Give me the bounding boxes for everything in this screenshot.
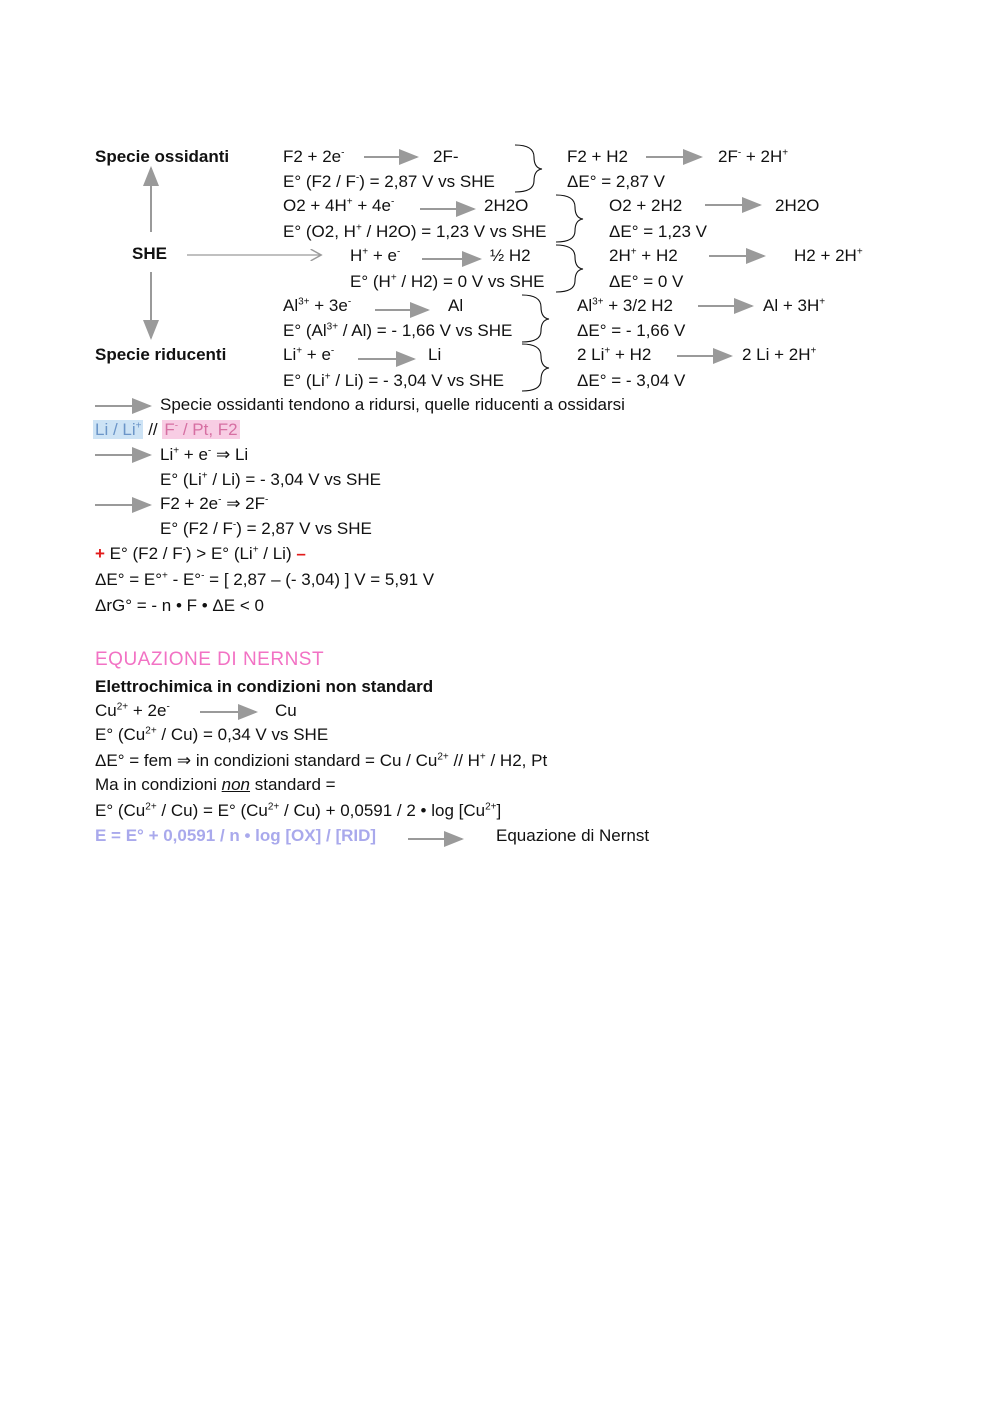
h-half-reaction: H+ + e- (350, 246, 401, 265)
f-reduction-potential: E° (F2 / F-) = 2,87 V vs SHE (160, 519, 372, 538)
h-brace (556, 245, 583, 292)
li-half-reaction: Li+ + e- (283, 345, 335, 364)
f2-half-reaction: F2 + 2e- (283, 147, 345, 166)
li-delta-e: ΔE° = - 3,04 V (577, 371, 686, 390)
f2-delta-e: ΔE° = 2,87 V (567, 172, 666, 191)
h-cell-reactants: 2H+ + H2 (609, 246, 678, 265)
al-half-reaction: $Al^{3+} + 3e^-$ (283, 296, 352, 315)
fem-line: ΔE° = fem ⇒ in condizioni standard = Cu / $Cu^{2+} // H^+ / H2$, Pt (95, 751, 548, 770)
f2-potential: E° (F2 / F-) = 2,87 V vs SHE (283, 172, 495, 191)
delta-g-line: ΔrG° = - n • F • ΔE < 0 (95, 596, 264, 615)
h-cell-products: H2 + 2H+ (794, 246, 863, 265)
h-potential: E° (H+ / H2) = 0 V vs SHE (350, 272, 545, 291)
li-half-product: Li (428, 345, 442, 364)
o2-half-product: 2H2O (484, 196, 529, 215)
al-cell-products: Al + 3H+ (763, 296, 826, 315)
li-cell-products: 2 Li + 2H+ (742, 345, 817, 364)
li-cell-reactants: 2 Li+ + H2 (577, 345, 652, 364)
nernst-formula-name: Equazione di Nernst (496, 826, 650, 845)
nernst-formula: E = E° + 0,0591 / n • log [OX] / [RID] (95, 826, 377, 845)
tendency-note: Specie ossidanti tendono a ridursi, quelle riducenti a ossidarsi (160, 395, 625, 414)
cu-half-reaction: $Cu^{2+} + 2e^-$ (95, 701, 170, 720)
o2-half-reaction: O2 + 4H+ + 4e- (283, 196, 395, 215)
she-label: SHE (132, 244, 167, 263)
o2-cell-products: 2H2O (775, 196, 820, 215)
al-potential: E° $(Al^{3+} / Al)$ = - 1,66 V vs SHE (283, 321, 513, 340)
o2-potential: E° (O2, H+ / H2O) = 1,23 V vs SHE (283, 222, 547, 241)
f2-cell-products: 2F- + 2H+ (718, 147, 789, 166)
f-reduction: F2 + 2e- ⇒ 2F- (160, 494, 269, 513)
o2-delta-e: ΔE° = 1,23 V (609, 222, 708, 241)
al-brace (522, 295, 549, 342)
delta-e-calculation: ΔE° = E°+ - E°- = [ 2,87 – (- 3,04) ] V = 5,91 V (95, 570, 435, 589)
potential-comparison: + E° (F2 / F-) > E° (Li+ / Li) – (95, 544, 306, 563)
li-brace (522, 344, 549, 391)
h-delta-e: ΔE° = 0 V (609, 272, 684, 291)
h-half-product: ½ H2 (490, 246, 531, 265)
oxidants-label: Specie ossidanti (95, 147, 230, 166)
non-standard-line: Ma in condizioni non standard = (95, 775, 336, 794)
li-potential: E° (Li+ / Li) = - 3,04 V vs SHE (283, 371, 504, 390)
o2-brace (556, 195, 583, 242)
al-half-product: Al (448, 296, 464, 315)
li-reduction-potential: E° (Li+ / Li) = - 3,04 V vs SHE (160, 470, 381, 489)
li-reduction: Li+ + e- ⇒ Li (160, 445, 249, 464)
non-standard-equation: E° $(Cu^{2+} / Cu) = E^\circ$ $(Cu^{2+} / Cu) + 0,0591 / 2$ • $\log [Cu^{2+}]$ (95, 801, 502, 820)
f2-cell-reactants: F2 + H2 (567, 147, 628, 166)
cu-potential: E° $(Cu^{2+} / Cu) = 0,34$ V vs SHE (95, 725, 329, 744)
al-cell-reactants: $Al^{3+} + 3/2$ H2 (577, 296, 673, 315)
cell-notation: Li / Li+ // F- / Pt, F2 (95, 420, 238, 439)
al-delta-e: ΔE° = - 1,66 V (577, 321, 686, 340)
reductants-label: Specie riducenti (95, 345, 227, 364)
o2-cell-reactants: O2 + 2H2 (609, 196, 683, 215)
nernst-title: EQUAZIONE DI NERNST (95, 649, 325, 670)
nernst-subtitle: Elettrochimica in condizioni non standard (95, 677, 434, 696)
f2-brace (515, 145, 542, 192)
f2-half-product: 2F- (433, 147, 459, 166)
cu-half-product: Cu (275, 701, 297, 720)
